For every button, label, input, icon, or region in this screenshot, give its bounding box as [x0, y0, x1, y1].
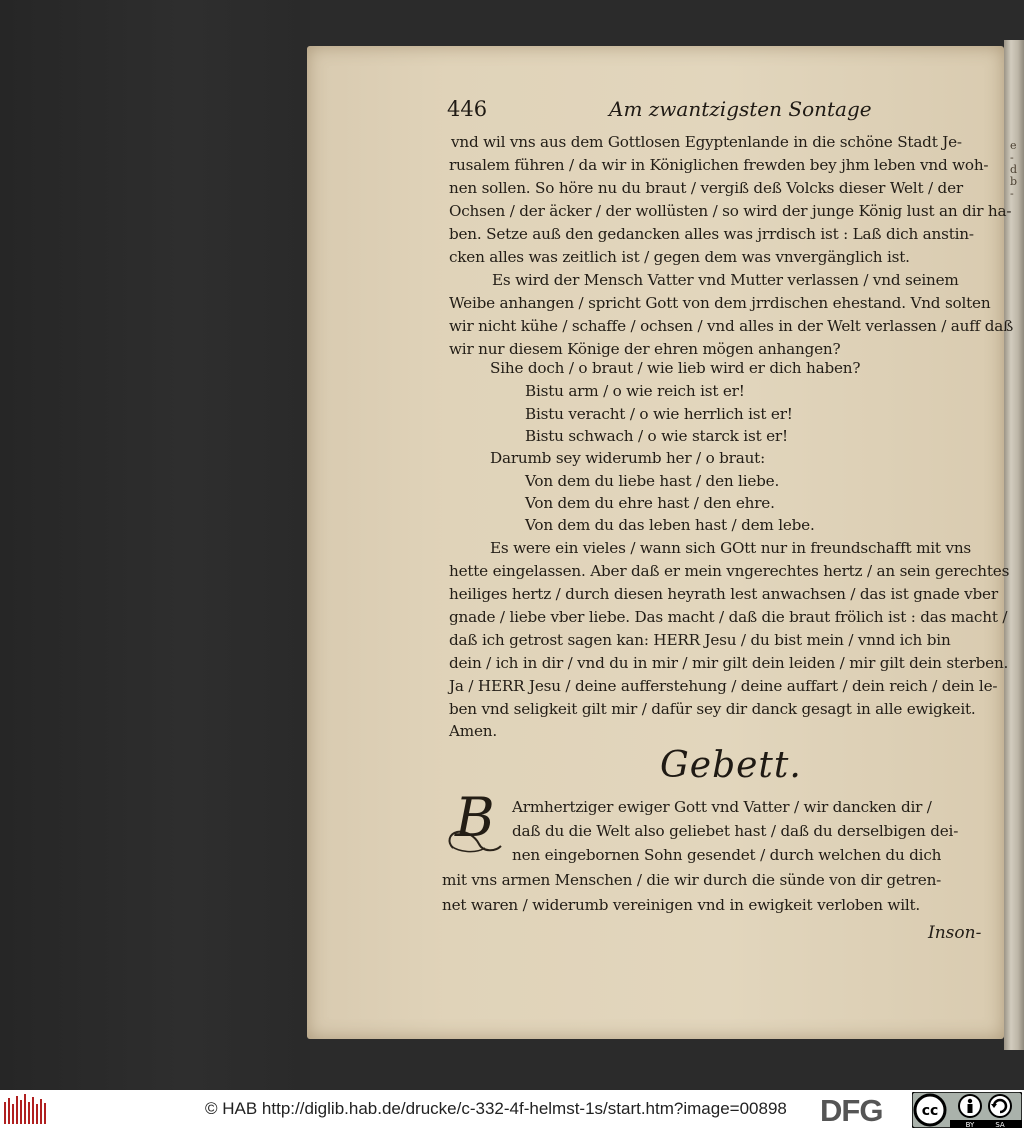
license-badge[interactable] — [912, 1092, 1022, 1128]
edge-text-fragment: e - d b - — [1010, 139, 1018, 200]
share-alike-icon — [989, 1095, 1011, 1117]
source-link[interactable]: © HAB http://diglib.hab.de/drucke/c-332-4f-helmst-1s/start.htm?image=00898 — [205, 1099, 787, 1118]
prayer-line: Armhertziger ewiger Gott vnd Vatter / wir dancken dir / — [512, 798, 932, 816]
prayer-line: nen eingebornen Sohn gesendet / durch welchen du dich — [512, 846, 942, 864]
text-line: Von dem du das leben hast / dem lebe. — [525, 516, 815, 534]
text-line: Von dem du ehre hast / den ehre. — [525, 494, 775, 512]
running-head: Am zwantzigsten Sontage — [609, 97, 872, 121]
svg-text:cc: cc — [921, 1103, 939, 1119]
text-line: vnd wil vns aus dem Gottlosen Egyptenlande in die schöne Stadt Je- — [451, 133, 962, 151]
text-line: gnade / liebe vber liebe. Das macht / daß die braut frölich ist : das macht / — [449, 608, 1008, 626]
text-line: ben vnd seligkeit gilt mir / dafür sey dir danck gesagt in alle ewigkeit. — [449, 700, 976, 718]
footer-bar — [0, 1090, 1024, 1130]
text-line: nen sollen. So höre nu du braut / vergiß deß Volcks dieser Welt / der — [449, 179, 963, 197]
license-label-sa: SA — [995, 1121, 1005, 1128]
initial-letter: B — [455, 786, 495, 849]
decorated-initial — [445, 786, 505, 856]
page-number: 446 — [447, 97, 488, 121]
page-header — [447, 97, 872, 125]
text-line: rusalem führen / da wir in Königlichen frewden bey jhm leben vnd woh- — [449, 156, 989, 174]
prayer-line: daß du die Welt also geliebet hast / daß du derselbigen dei- — [512, 822, 959, 840]
text-line: dein / ich in dir / vnd du in mir / mir gilt dein leiden / mir gilt dein sterben. — [449, 654, 1009, 672]
text-line: Ochsen / der äcker / der wollüsten / so wird der junge König lust an dir ha- — [449, 202, 1012, 220]
dfg-logo: DFG — [820, 1093, 883, 1128]
text-line: wir nicht kühe / schaffe / ochsen / vnd alles in der Welt verlassen / auff daß — [449, 317, 1014, 335]
scan-background — [0, 0, 310, 1090]
catchword: Inson- — [928, 923, 982, 943]
text-line: Sihe doch / o braut / wie lieb wird er dich haben? — [490, 359, 861, 377]
creative-commons-icon — [915, 1095, 945, 1125]
text-line: Bistu veracht / o wie herrlich ist er! — [525, 405, 793, 423]
text-line: Amen. — [449, 722, 497, 740]
text-line: hette eingelassen. Aber daß er mein vngerechtes hertz / an sein gerechtes — [449, 562, 1010, 580]
prayer-line: net waren / widerumb vereinigen vnd in ewigkeit verloben wilt. — [442, 896, 921, 914]
text-line: Weibe anhangen / spricht Gott von dem jrrdischen ehestand. Vnd solten — [449, 294, 991, 312]
barcode-logo-icon — [4, 1094, 48, 1126]
prayer-line: mit vns armen Menschen / die wir durch die sünde von dir getren- — [442, 871, 942, 889]
text-line: Bistu arm / o wie reich ist er! — [525, 382, 745, 400]
section-heading: Gebett. — [660, 745, 802, 786]
text-line: daß ich getrost sagen kan: HERR Jesu / du bist mein / vnnd ich bin — [449, 631, 951, 649]
license-label-by: BY — [965, 1121, 975, 1128]
text-line: Es were ein vieles / wann sich GOtt nur in freundschafft mit vns — [490, 539, 972, 557]
text-line: Es wird der Mensch Vatter vnd Mutter verlassen / vnd seinem — [492, 271, 959, 289]
text-line: wir nur diesem Könige der ehren mögen anhangen? — [449, 340, 841, 358]
text-line: Ja / HERR Jesu / deine aufferstehung / deine auffart / dein reich / dein le- — [449, 677, 998, 695]
text-line: Darumb sey widerumb her / o braut: — [490, 449, 765, 467]
attribution-icon — [959, 1095, 981, 1117]
text-line: Von dem du liebe hast / den liebe. — [525, 472, 780, 490]
text-line: ben. Setze auß den gedancken alles was jrrdisch ist : Laß dich anstin- — [449, 225, 974, 243]
text-line: heiliges hertz / durch diesen heyrath lest anwachsen / das ist gnade vber — [449, 585, 998, 603]
text-line: cken alles was zeitlich ist / gegen dem was vnvergänglich ist. — [449, 248, 910, 266]
text-line: Bistu schwach / o wie starck ist er! — [525, 427, 788, 445]
